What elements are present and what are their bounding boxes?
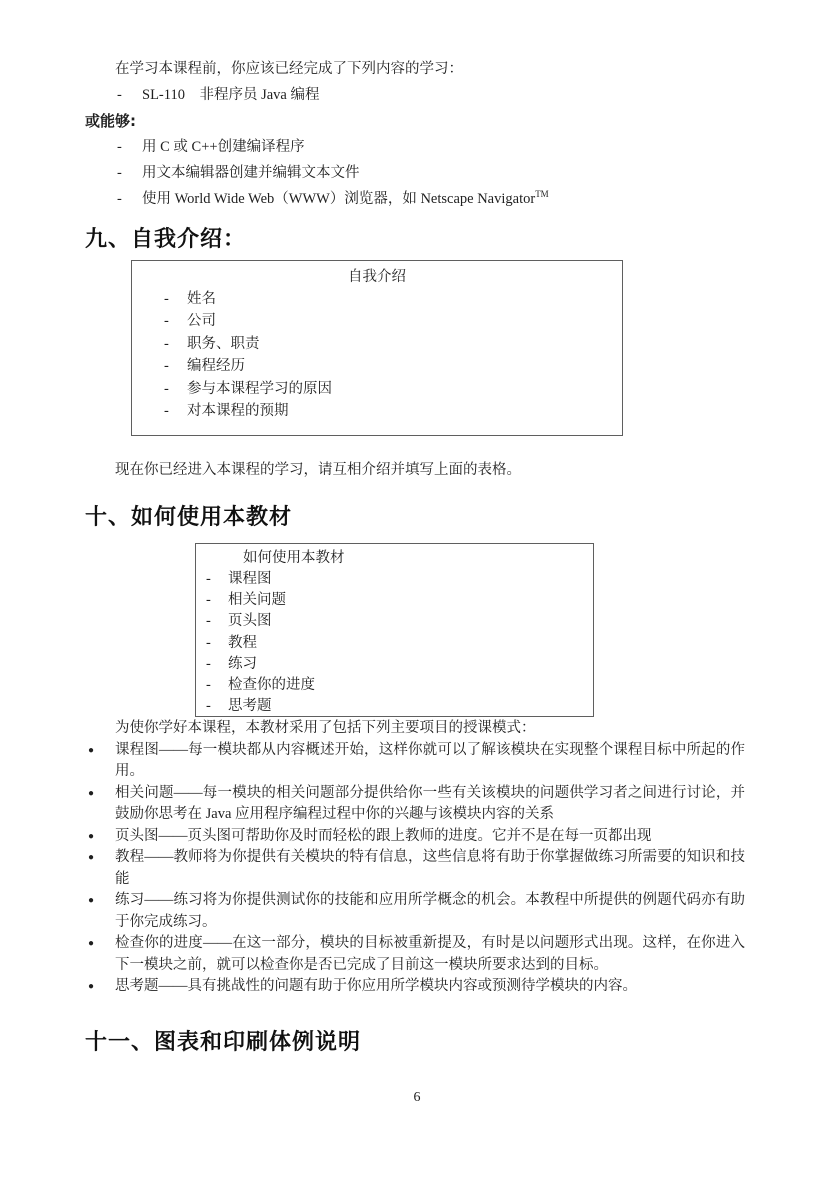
bullet-item-text: 练习——练习将为你提供测试你的技能和应用所学概念的机会。本教程中所提供的例题代码亦有助于你完成练习。 xyxy=(115,892,745,930)
list-item-text: 相关问题 xyxy=(228,592,286,609)
prerequisite-list xyxy=(85,82,750,108)
list-item xyxy=(196,611,593,632)
section-11-heading: 十一、图表和印刷体例说明 xyxy=(85,1029,362,1055)
dash-marker: - xyxy=(117,87,122,103)
bullet-item xyxy=(88,826,745,848)
list-item-text-main: 使用 World Wide Web（WWW）浏览器，如 Netscape Navigator xyxy=(142,191,536,207)
list-item xyxy=(196,633,593,654)
list-item xyxy=(85,186,750,212)
list-item xyxy=(132,378,622,400)
dash-marker: - xyxy=(164,380,169,397)
list-item-text: 参与本课程学习的原因 xyxy=(187,380,332,397)
list-item xyxy=(85,160,750,186)
bullet-item-text: 思考题——具有挑战性的问题有助于你应用所学模块内容或预测待学模块的内容。 xyxy=(115,978,637,994)
self-intro-note: 现在你已经进入本课程的学习，请互相介绍并填写上面的表格。 xyxy=(115,462,521,478)
list-item-text: 公司 xyxy=(187,313,216,330)
list-item xyxy=(132,288,622,310)
list-item xyxy=(85,134,750,160)
dash-marker: - xyxy=(206,655,211,672)
dash-marker: - xyxy=(206,571,211,587)
trademark-superscript: TM xyxy=(535,189,549,200)
bullet-item xyxy=(88,976,745,998)
bullet-item-text: 相关问题——每一模块的相关问题部分提供给你一些有关该模块的问题供学习者之间进行讨论，并鼓励你思考在 Java 应用程序编程过程中你的兴趣与该模块内容的关系 xyxy=(115,784,745,822)
bullet-item xyxy=(88,890,745,933)
dash-marker: - xyxy=(206,677,211,694)
dash-marker: - xyxy=(206,698,211,715)
section-9-heading: 九、自我介绍： xyxy=(85,227,247,252)
list-item xyxy=(132,310,622,332)
or-able-label: 或能够: xyxy=(85,112,136,130)
page-number: 6 xyxy=(413,1090,421,1105)
list-item-text: 检查你的进度 xyxy=(228,677,315,694)
bullet-item-text: 课程图——每一模块都从内容概述开始，这样你就可以了解该模块在实现整个课程目标中所起的作用。 xyxy=(115,741,745,779)
teaching-mode-bullet-list xyxy=(85,740,745,998)
list-item-text: 用文本编辑器创建并编辑文本文件 xyxy=(142,165,360,181)
prerequisite-lead: 在学习本课程前，你应该已经完成了下列内容的学习： xyxy=(115,61,463,77)
list-item-text: 课程图 xyxy=(228,571,272,587)
bullet-item-text: 页头图——页头图可帮助你及时而轻松的跟上教师的进度。它并不是在每一页都出现 xyxy=(115,827,652,844)
dash-marker: - xyxy=(206,613,211,630)
bullet-item xyxy=(88,740,745,783)
list-item-text xyxy=(142,186,750,212)
list-item xyxy=(196,675,593,696)
list-item-text: 教程 xyxy=(228,634,257,651)
list-item xyxy=(196,569,593,590)
dash-marker: - xyxy=(164,335,169,352)
teaching-mode-lead: 为使你学好本课程，本教材采用了包括下列主要项目的授课模式： xyxy=(115,720,536,736)
list-item-text: 练习 xyxy=(228,655,257,672)
list-item xyxy=(196,696,593,717)
dash-marker: - xyxy=(164,313,169,330)
list-item-text: 编程经历 xyxy=(187,358,245,375)
dash-marker: - xyxy=(117,165,122,181)
bullet-marker: ● xyxy=(88,981,95,992)
list-item xyxy=(132,333,622,355)
dash-marker: - xyxy=(164,403,169,420)
list-item-text: 姓名 xyxy=(187,291,216,307)
bullet-marker: ● xyxy=(88,830,95,842)
bullet-item xyxy=(88,933,745,976)
bullet-marker: ● xyxy=(88,938,95,949)
bullet-item xyxy=(88,783,745,826)
list-item-text: 用 C 或 C++创建编译程序 xyxy=(142,139,305,155)
list-item xyxy=(196,590,593,611)
list-item-text: 思考题 xyxy=(228,698,272,715)
bullet-marker: ● xyxy=(88,787,95,799)
bullet-marker: ● xyxy=(88,744,95,756)
dash-marker: - xyxy=(206,634,211,651)
dash-marker: - xyxy=(117,191,122,207)
how-to-use-box-title: 如何使用本教材 xyxy=(243,550,345,566)
dash-marker: - xyxy=(117,139,122,155)
abilities-list xyxy=(85,134,750,212)
self-intro-box-title: 自我介绍 xyxy=(348,269,406,285)
list-item-text: 对本课程的预期 xyxy=(187,403,289,420)
section-10-heading: 十、如何使用本教材 xyxy=(85,505,293,530)
dash-marker: - xyxy=(164,358,169,375)
list-item xyxy=(196,654,593,675)
bullet-item-text: 教程——教师将为你提供有关模块的特有信息，这些信息将有助于你掌握做练习所需要的知识和技能 xyxy=(115,849,745,887)
list-item-text: 页头图 xyxy=(228,613,272,630)
list-item-text: SL-110 非程序员 Java 编程 xyxy=(142,87,320,103)
list-item xyxy=(132,400,622,422)
how-to-use-box xyxy=(195,543,594,717)
bullet-marker: ● xyxy=(88,895,95,906)
list-item xyxy=(132,355,622,377)
dash-marker: - xyxy=(164,291,169,307)
bullet-marker: ● xyxy=(88,852,95,863)
bullet-item xyxy=(88,847,745,890)
bullet-item-text: 检查你的进度——在这一部分，模块的目标被重新提及，有时是以问题形式出现。这样，在你进入下一模块之前，就可以检查你是否已完成了目前这一模块所要求达到的目标。 xyxy=(115,935,745,973)
list-item-text: 职务、职责 xyxy=(187,335,260,352)
list-item xyxy=(85,82,750,108)
dash-marker: - xyxy=(206,592,211,609)
self-intro-box xyxy=(131,260,623,436)
